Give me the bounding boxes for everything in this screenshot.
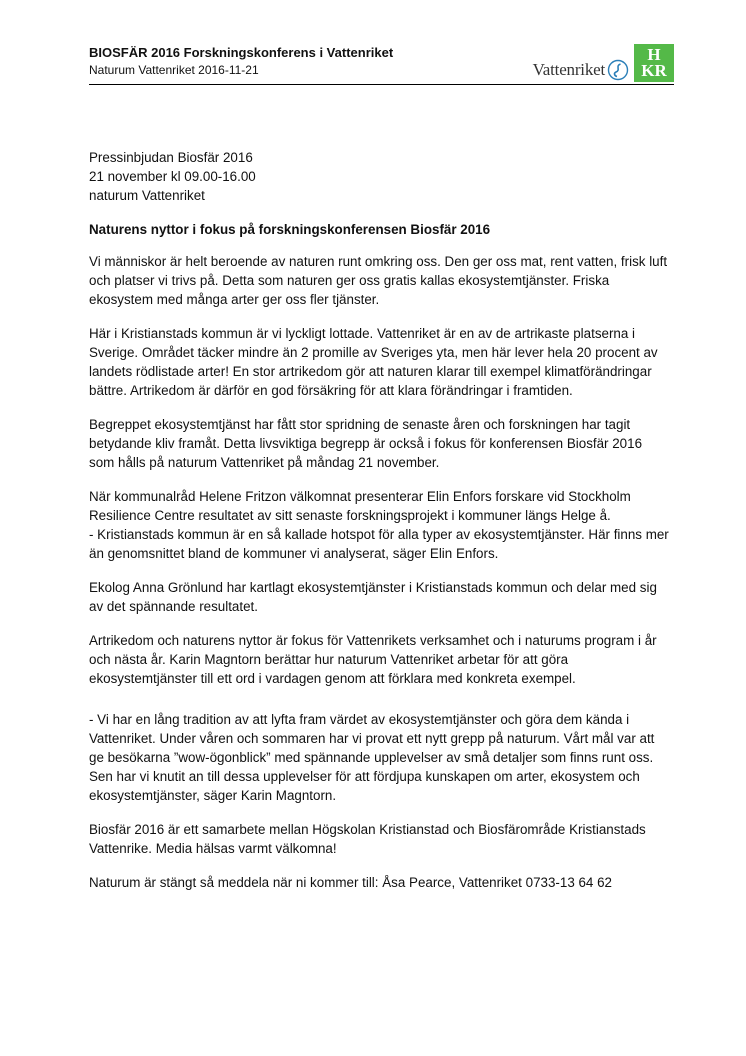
paragraph-2: Här i Kristianstads kommun är vi lyckligt lottade. Vattenriket är en av de artrikaste platserna i Sverige. Området täcker mindre än 2 promille av Sveriges yta, men här lever hela 20 procent av landets rödlistade arter! En stor artrikedom gör att naturen klarar till exempel klimatförändringar bättre. Artrikedom är därför en god försäkring för att klara förändringar i framtiden. (89, 326, 658, 398)
paragraph-1: Vi människor är helt beroende av naturen runt omkring oss. Den ger oss mat, rent vatten, frisk luft och platser vi trivs på. Detta som naturen ger oss gratis kallas ekosystemtjänster. Friska ekosystem med många arter ger oss fler tjänster. (89, 254, 668, 307)
paragraph-8: - Vi har en lång tradition av att lyfta fram värdet av ekosystemtjänster och göra dem kända i Vattenriket. Under våren och sommaren har vi provat ett nytt grepp på naturum. Vårt mål var att ge besökarna ”wow-ögonblick” med spännande upplevelser av små detaljer som finns runt oss. Sen har vi knutit an till dessa upplevelser för att fördjupa kunskapen om arter, ekosystem och ekosystemtjänster, säger Karin Magntorn. (89, 712, 655, 803)
header-divider (89, 84, 674, 85)
document-body (89, 148, 669, 907)
vattenriket-logo-icon (607, 59, 629, 81)
paragraph-6: Ekolog Anna Grönlund har kartlagt ekosystemtjänster i Kristianstads kommun och delar med sig av det spännande resultatet. (89, 580, 657, 614)
vattenriket-logo-text: Vattenriket (532, 60, 605, 79)
invite-line-2: 21 november kl 09.00-16.00 (89, 169, 256, 184)
paragraph-3: Begreppet ekosystemtjänst har fått stor spridning de senaste åren och forskningen har tagit betydande kliv framåt. Detta livsviktiga begrepp är också i fokus för konferensen Biosfär 2016 som hålls på naturum Vattenriket på måndag 21 november. (89, 417, 643, 470)
invite-line-1: Pressinbjudan Biosfär 2016 (89, 150, 253, 165)
paragraph-4: När kommunalråd Helene Fritzon välkomnat presenterar Elin Enfors forskare vid Stockholm Resilience Centre resultatet av sitt senaste forskningsprojekt i kommuner längs Helge å. (89, 489, 631, 523)
hkr-logo-top: H (647, 45, 661, 64)
paragraph-10: Naturum är stängt så meddela när ni kommer till: Åsa Pearce, Vattenriket 0733-13 64 62 (89, 875, 612, 890)
logo-group (533, 44, 674, 82)
article-heading: Naturens nyttor i fokus på forskningskonferensen Biosfär 2016 (89, 222, 491, 237)
invite-line-3: naturum Vattenriket (89, 188, 205, 203)
hkr-logo-bottom: KR (641, 61, 667, 80)
invitation-block (89, 148, 669, 205)
paragraph-7: Artrikedom och naturens nyttor är fokus för Vattenrikets verksamhet och i naturums program i år och nästa år. Karin Magntorn berättar hur naturum Vattenriket arbetar för att göra ekosystemtjänster till ett ord i vardagen genom att förklara med konkreta exempel. (89, 633, 657, 686)
header-title: BIOSFÄR 2016 Forskningskonferens i Vattenriket (89, 45, 394, 60)
paragraph-5: - Kristianstads kommun är en så kallade hotspot för alla typer av ekosystemtjänster. Här finns mer än genomsnittet bland de kommuner vi analyserat, säger Elin Enfors. (89, 527, 669, 561)
page-header (89, 44, 674, 84)
hkr-logo (634, 44, 674, 82)
header-subtitle: Naturum Vattenriket 2016-11-21 (89, 63, 259, 77)
paragraph-9: Biosfär 2016 är ett samarbete mellan Högskolan Kristianstad och Biosfärområde Kristianstads Vattenrike. Media hälsas varmt välkomna! (89, 822, 646, 856)
